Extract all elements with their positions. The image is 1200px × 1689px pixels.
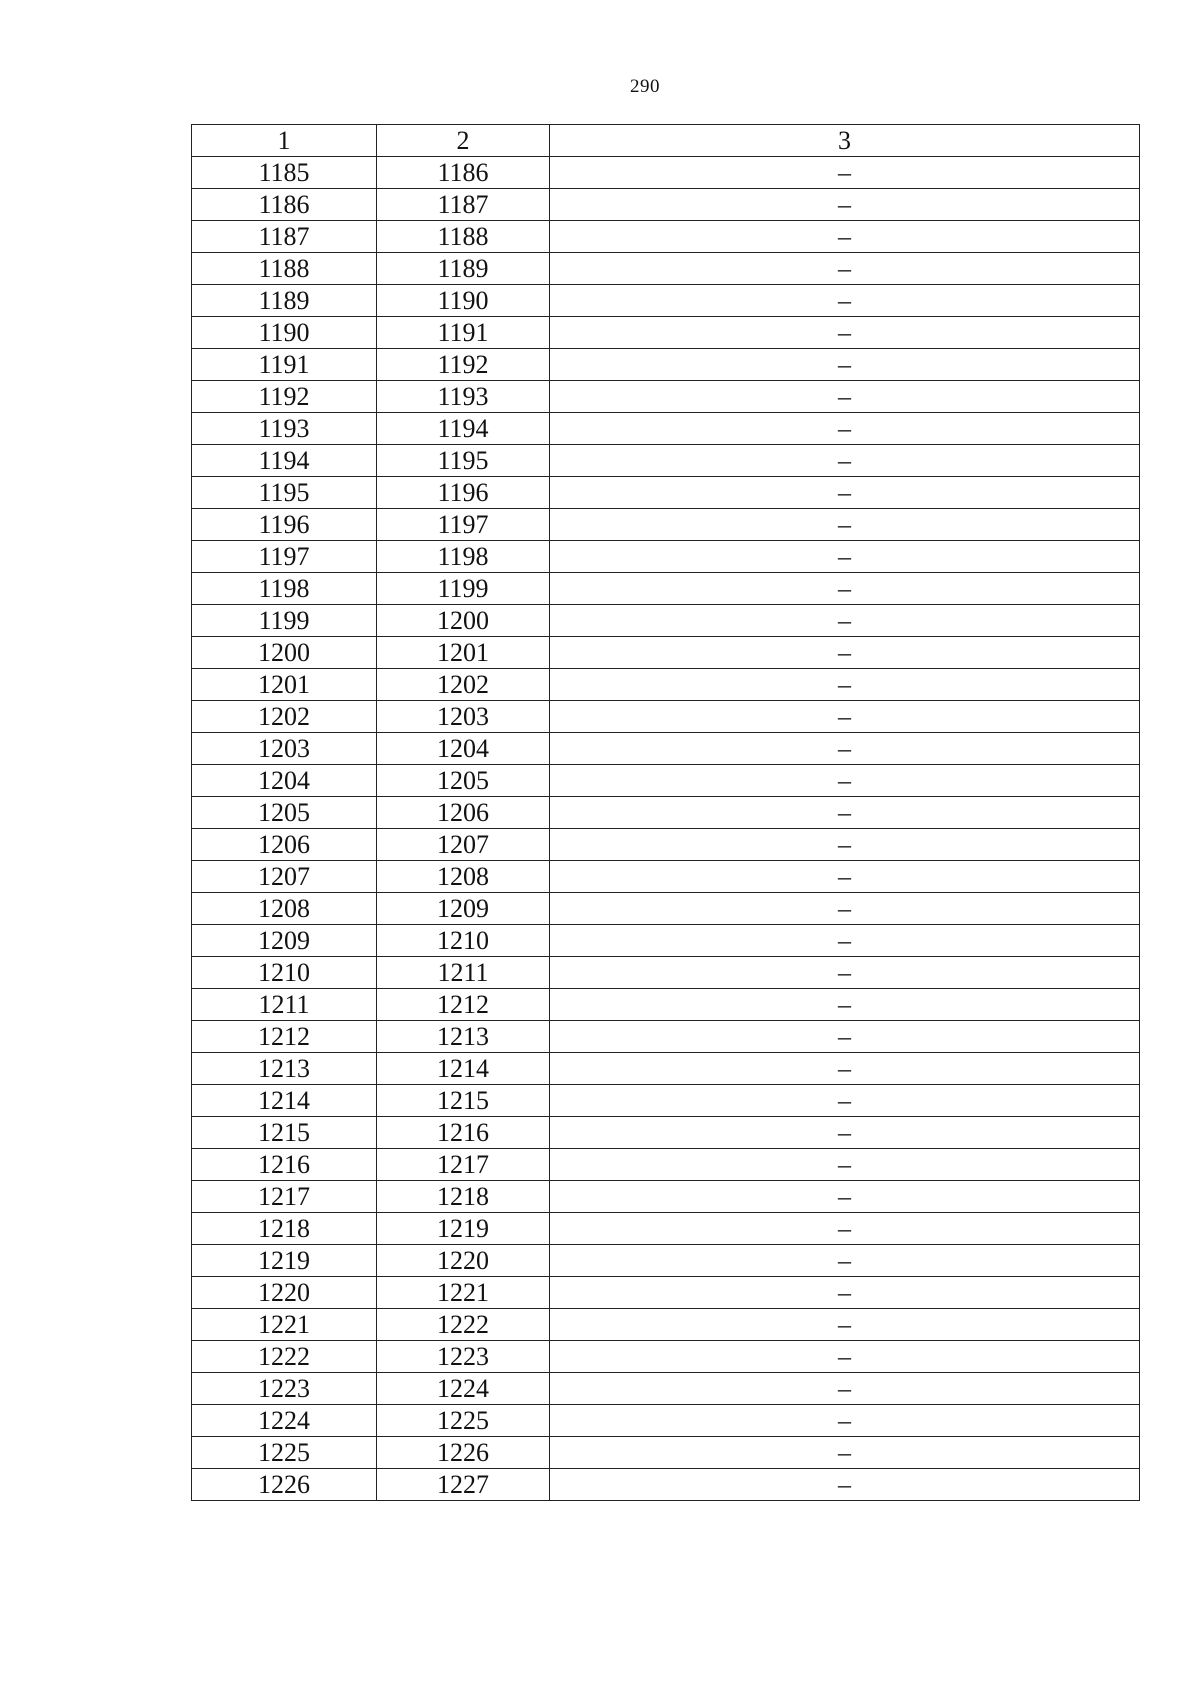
column-header-2: 2: [377, 125, 550, 157]
table-cell-1: 1213: [192, 1053, 377, 1085]
table-cell-1: 1212: [192, 1021, 377, 1053]
table-cell-dash: –: [550, 189, 1140, 221]
table-row: [192, 221, 1140, 253]
table-cell-2: 1192: [377, 349, 550, 381]
table-cell-dash: –: [550, 605, 1140, 637]
table-cell-2: 1214: [377, 1053, 550, 1085]
table-cell-1: 1218: [192, 1213, 377, 1245]
table-cell-1: 1222: [192, 1341, 377, 1373]
table-cell-dash: –: [550, 669, 1140, 701]
table-cell-1: 1203: [192, 733, 377, 765]
table-cell-dash: –: [550, 829, 1140, 861]
table-cell-2: 1219: [377, 1213, 550, 1245]
table-cell-1: 1189: [192, 285, 377, 317]
table-cell-dash: –: [550, 445, 1140, 477]
table-cell-1: 1225: [192, 1437, 377, 1469]
table-cell-2: 1227: [377, 1469, 550, 1501]
table-cell-1: 1187: [192, 221, 377, 253]
table-cell-2: 1189: [377, 253, 550, 285]
table-cell-dash: –: [550, 1085, 1140, 1117]
table-row: [192, 541, 1140, 573]
table-row: [192, 573, 1140, 605]
table-cell-dash: –: [550, 1469, 1140, 1501]
table-cell-1: 1210: [192, 957, 377, 989]
table-cell-2: 1186: [377, 157, 550, 189]
table-row: [192, 445, 1140, 477]
table-cell-2: 1224: [377, 1373, 550, 1405]
table-cell-2: 1195: [377, 445, 550, 477]
table-cell-1: 1186: [192, 189, 377, 221]
table-row: [192, 925, 1140, 957]
table-cell-1: 1188: [192, 253, 377, 285]
table-cell-1: 1217: [192, 1181, 377, 1213]
page-number: 290: [630, 76, 660, 97]
table-cell-dash: –: [550, 157, 1140, 189]
table-cell-dash: –: [550, 1021, 1140, 1053]
table-cell-dash: –: [550, 1181, 1140, 1213]
table-cell-1: 1223: [192, 1373, 377, 1405]
table-cell-2: 1207: [377, 829, 550, 861]
table-row: [192, 797, 1140, 829]
table-cell-1: 1201: [192, 669, 377, 701]
table-cell-1: 1190: [192, 317, 377, 349]
table-cell-2: 1210: [377, 925, 550, 957]
table-cell-1: 1196: [192, 509, 377, 541]
table-cell-dash: –: [550, 253, 1140, 285]
table-cell-1: 1199: [192, 605, 377, 637]
table-cell-2: 1225: [377, 1405, 550, 1437]
table-cell-dash: –: [550, 797, 1140, 829]
table-cell-2: 1215: [377, 1085, 550, 1117]
data-table: [191, 124, 1140, 1501]
table-cell-2: 1209: [377, 893, 550, 925]
table-cell-2: 1194: [377, 413, 550, 445]
table-cell-2: 1211: [377, 957, 550, 989]
table-row: [192, 1469, 1140, 1501]
table-cell-2: 1200: [377, 605, 550, 637]
table-cell-2: 1220: [377, 1245, 550, 1277]
table-row: [192, 413, 1140, 445]
table-row: [192, 349, 1140, 381]
table-cell-2: 1198: [377, 541, 550, 573]
table-row: [192, 1117, 1140, 1149]
table-cell-1: 1206: [192, 829, 377, 861]
table-cell-dash: –: [550, 989, 1140, 1021]
table-cell-2: 1226: [377, 1437, 550, 1469]
table-cell-dash: –: [550, 573, 1140, 605]
table-row: [192, 829, 1140, 861]
table-cell-2: 1213: [377, 1021, 550, 1053]
table-cell-1: 1207: [192, 861, 377, 893]
column-header-1: 1: [192, 125, 377, 157]
table-cell-1: 1200: [192, 637, 377, 669]
table-row: [192, 1085, 1140, 1117]
table-cell-1: 1198: [192, 573, 377, 605]
table-cell-2: 1193: [377, 381, 550, 413]
table-cell-1: 1185: [192, 157, 377, 189]
table-row: [192, 477, 1140, 509]
table-row: [192, 1053, 1140, 1085]
table-cell-dash: –: [550, 925, 1140, 957]
table-row: [192, 189, 1140, 221]
table-cell-dash: –: [550, 1213, 1140, 1245]
table-cell-dash: –: [550, 957, 1140, 989]
table-cell-dash: –: [550, 1245, 1140, 1277]
table-cell-2: 1206: [377, 797, 550, 829]
table-row: [192, 861, 1140, 893]
table-cell-1: 1193: [192, 413, 377, 445]
table-row: [192, 1277, 1140, 1309]
table-cell-2: 1208: [377, 861, 550, 893]
table-row: [192, 701, 1140, 733]
table-cell-dash: –: [550, 765, 1140, 797]
table-cell-dash: –: [550, 413, 1140, 445]
table-cell-1: 1211: [192, 989, 377, 1021]
table-cell-2: 1196: [377, 477, 550, 509]
table-cell-dash: –: [550, 893, 1140, 925]
table-cell-1: 1209: [192, 925, 377, 957]
table-cell-dash: –: [550, 541, 1140, 573]
table-row: [192, 157, 1140, 189]
table-cell-2: 1191: [377, 317, 550, 349]
table-cell-dash: –: [550, 477, 1140, 509]
table-cell-2: 1221: [377, 1277, 550, 1309]
table-cell-1: 1216: [192, 1149, 377, 1181]
table-cell-dash: –: [550, 381, 1140, 413]
table-cell-2: 1187: [377, 189, 550, 221]
table-cell-dash: –: [550, 1117, 1140, 1149]
table-cell-dash: –: [550, 349, 1140, 381]
table-cell-1: 1220: [192, 1277, 377, 1309]
table-cell-2: 1199: [377, 573, 550, 605]
table-cell-2: 1217: [377, 1149, 550, 1181]
table-body: [192, 125, 1140, 1501]
table-cell-dash: –: [550, 733, 1140, 765]
table-row: [192, 893, 1140, 925]
table-cell-2: 1216: [377, 1117, 550, 1149]
table-cell-1: 1226: [192, 1469, 377, 1501]
table-cell-dash: –: [550, 1341, 1140, 1373]
table-cell-1: 1215: [192, 1117, 377, 1149]
table-row: [192, 1181, 1140, 1213]
table-cell-1: 1197: [192, 541, 377, 573]
table-cell-1: 1208: [192, 893, 377, 925]
table-cell-dash: –: [550, 1437, 1140, 1469]
table-cell-dash: –: [550, 1309, 1140, 1341]
table-row: [192, 733, 1140, 765]
table-row: [192, 509, 1140, 541]
table-cell-1: 1195: [192, 477, 377, 509]
table-cell-2: 1205: [377, 765, 550, 797]
table-cell-2: 1190: [377, 285, 550, 317]
table-cell-2: 1222: [377, 1309, 550, 1341]
table-cell-1: 1221: [192, 1309, 377, 1341]
table-cell-1: 1219: [192, 1245, 377, 1277]
table-cell-1: 1191: [192, 349, 377, 381]
table-row: [192, 1245, 1140, 1277]
table-cell-dash: –: [550, 701, 1140, 733]
table-row: [192, 1309, 1140, 1341]
table-cell-dash: –: [550, 637, 1140, 669]
table-row: [192, 1021, 1140, 1053]
table-row: [192, 765, 1140, 797]
table-row: [192, 253, 1140, 285]
table-cell-dash: –: [550, 1373, 1140, 1405]
table-cell-dash: –: [550, 861, 1140, 893]
table-cell-dash: –: [550, 285, 1140, 317]
table-row: [192, 317, 1140, 349]
table-row: [192, 957, 1140, 989]
table-cell-2: 1188: [377, 221, 550, 253]
table-cell-dash: –: [550, 221, 1140, 253]
table-row: [192, 1341, 1140, 1373]
table-cell-1: 1205: [192, 797, 377, 829]
table-row: [192, 1213, 1140, 1245]
table-cell-2: 1218: [377, 1181, 550, 1213]
table-cell-1: 1194: [192, 445, 377, 477]
table-row: [192, 285, 1140, 317]
table-row: [192, 605, 1140, 637]
table-header-row: [192, 125, 1140, 157]
table-row: [192, 669, 1140, 701]
table-cell-dash: –: [550, 1405, 1140, 1437]
table-row: [192, 1373, 1140, 1405]
table-row: [192, 989, 1140, 1021]
table-cell-2: 1201: [377, 637, 550, 669]
table-cell-1: 1224: [192, 1405, 377, 1437]
table-row: [192, 1437, 1140, 1469]
table-cell-dash: –: [550, 509, 1140, 541]
table-cell-1: 1204: [192, 765, 377, 797]
table-cell-1: 1214: [192, 1085, 377, 1117]
table-cell-1: 1192: [192, 381, 377, 413]
table-row: [192, 1405, 1140, 1437]
table-cell-dash: –: [550, 1277, 1140, 1309]
table-cell-2: 1204: [377, 733, 550, 765]
table-cell-dash: –: [550, 1053, 1140, 1085]
table-row: [192, 1149, 1140, 1181]
table-cell-2: 1223: [377, 1341, 550, 1373]
table-cell-2: 1202: [377, 669, 550, 701]
table-cell-1: 1202: [192, 701, 377, 733]
table-row: [192, 381, 1140, 413]
table-cell-dash: –: [550, 1149, 1140, 1181]
table-cell-2: 1203: [377, 701, 550, 733]
table-cell-2: 1212: [377, 989, 550, 1021]
table-cell-dash: –: [550, 317, 1140, 349]
table-row: [192, 637, 1140, 669]
table-cell-2: 1197: [377, 509, 550, 541]
column-header-3: 3: [550, 125, 1140, 157]
